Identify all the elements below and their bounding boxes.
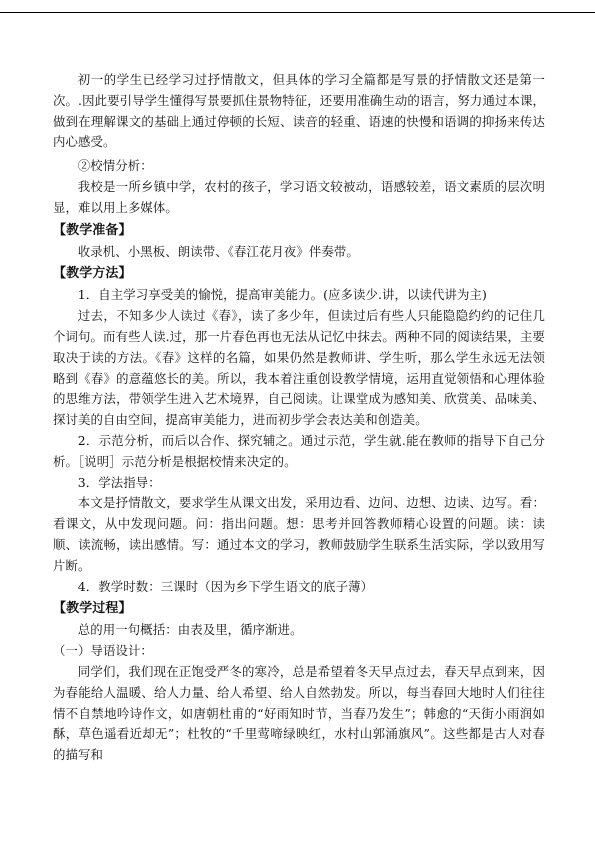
paragraph-method-1: 1．自主学习享受美的愉悦，提高审美能力。(应多读少.讲，以读代讲为主) — [77, 287, 487, 303]
paragraph-school-heading: ②校情分析： — [77, 158, 153, 174]
section-heading-methods: 【教学方法】 — [53, 266, 132, 282]
paragraph-preparation: 收录机、小黑板、朗读带、《春江花月夜》伴奏带。 — [77, 243, 359, 259]
paragraph-method-3-detail: 本文是抒情散文，要求学生从课文出发，采用边看、边问、边想、边读、边写。看：看课文，从中发现问题。问：指出问题。想：思考并回答教师精心设置的问题。读：读顺、读流畅，读出感情。写：通过本文的学习，教师鼓励学生联系生活实际，学以致用写片断。 — [53, 495, 545, 573]
paragraph-method-3: 3．学法指导： — [77, 474, 161, 490]
paragraph-method-2: 2．示范分析，而后以合作、探究辅之。通过示范，学生就.能在教师的指导下自己分析。［说明］示范分析是根据校情来决定的。 — [53, 432, 545, 469]
paragraph-method-4: 4．教学时数：三课时（因为乡下学生语文的底子薄） — [77, 578, 374, 594]
paragraph-student-analysis: 初一的学生已经学习过抒情散文，但具体的学习全篇都是写景的抒情散文还是第一次。.因此要引导学生懂得写景要抓住景物特征，还要用准确生动的语言，努力通过本课，做到在理解课文的基础上通过停顿的长短、读音的轻重、语速的快慢和语调的抑扬来传达内心感受。 — [53, 72, 545, 150]
paragraph-process-summary: 总的用一句概括：由表及里，循序渐进。 — [77, 622, 303, 638]
section-heading-preparation: 【教学准备】 — [53, 222, 132, 238]
section-heading-process: 【教学过程】 — [53, 601, 132, 617]
header-rule — [0, 12, 595, 13]
document-body — [53, 70, 545, 766]
paragraph-method-1-detail: 过去，不知多少人读过《春》，读了多少年，但读过后有些人只能隐隐约约的记住几个词句。而有些人读.过，那一片春色再也无法从记忆中抹去。两种不同的阅读结果，主要取决于读的方法。《春》这样的名篇，如果仍然是教师讲、学生听，那么学生永远无法领略到《春》的意蕴悠长的美。所以，我本着注重创设教学情境，运用直觉领悟和心理体验的思维方法，带领学生进入艺术境界，自己阅读。让课堂成为感知美、欣赏美、品味美、探讨美的自由空间，提高审美能力，进而初步学会表达美和创造美。 — [53, 308, 545, 428]
paragraph-intro-text: 同学们，我们现在正饱受严冬的寒冷，总是希望着冬天早点过去，春天早点到来，因为春能给人温暖、给人力量、给人希望、给人自然勃发。所以，每当春回大地时人们往往情不自禁地吟诗作文，如唐朝杜甫的“好雨知时节，当春乃发生”；韩愈的“天街小雨润如酥，草色遥看近却无”；杜牧的“千里莺啼绿映红，水村山郭涌旗风”。这些都是古人对春的描写和 — [53, 663, 545, 763]
paragraph-school-analysis: 我校是一所乡镇中学，农村的孩子，学习语文较被动，语感较差，语文素质的层次明显，难以用上多媒体。 — [53, 178, 545, 215]
paragraph-intro-design: （一）导语设计： — [53, 643, 153, 659]
